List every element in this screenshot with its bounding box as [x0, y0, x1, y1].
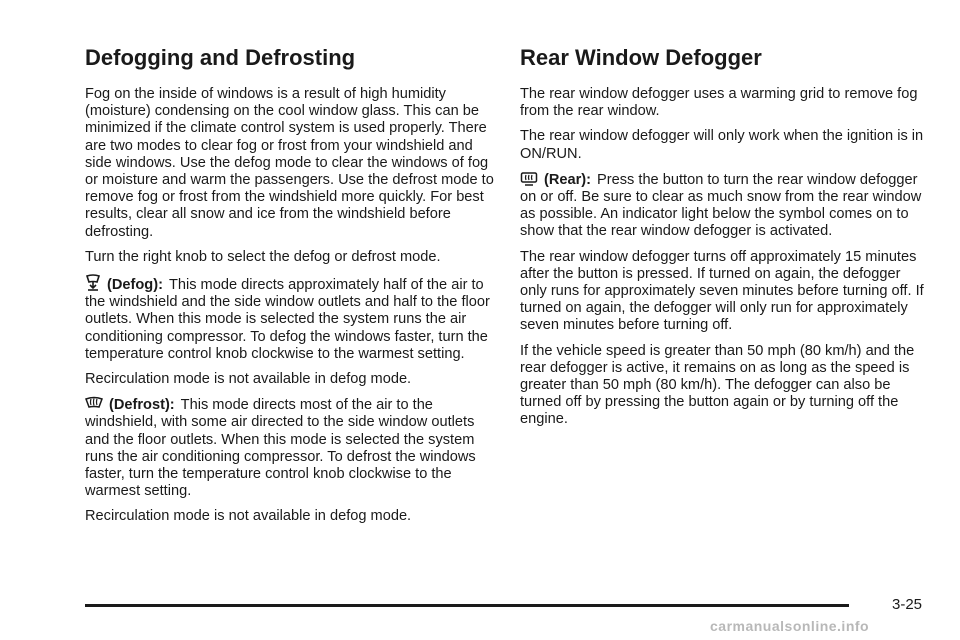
rear-text: Press the button to turn the rear window defogger on or off. Be sure to clear as much snow from the rear window as possible. An indicator light below the symbol comes on to show that the rear window defogger is activated. — [520, 171, 922, 240]
rear-paragraph — [520, 171, 930, 241]
footer-rule — [85, 604, 849, 607]
rear-speed-paragraph: If the vehicle speed is greater than 50 mph (80 km/h) and the rear defogger is active, it remains on as long as the speed is greater than 50 mph (80 km/h). The defogger can also be turned off by pressing the button again or by turning off the engine. — [520, 342, 915, 428]
defrost-text: This mode directs most of the air to the windshield, with some air directed to the side window outlets and the floor outlets. When this mode is selected the system runs the air conditioning compressor. To defrost the windows faster, turn the temperature control knob clockwise to the warmest setting. — [85, 397, 476, 500]
defog-text: This mode directs approximately half of the air to the windshield and the side window outlets and half to the floor outlets. When this mode is selected the system runs the air conditioning compressor. To defog the windows faster, turn the temperature control knob clockwise to the warmest setting. — [85, 277, 490, 362]
page-number: 3-25 — [892, 596, 923, 613]
defrost-icon — [85, 396, 103, 412]
section-heading-rear-defogger: Rear Window Defogger — [520, 45, 762, 70]
section-heading-defogging: Defogging and Defrosting — [85, 45, 356, 70]
recirculation-note-1: Recirculation mode is not available in defog mode. — [85, 371, 412, 388]
rear-timer-paragraph: The rear window defogger turns off approximately 15 minutes after the button is pressed. If turned on again, the defogger only runs for approximately seven minutes before turning off. If turned on again, the defogger will only run for approximately seven minutes before turning off. — [520, 248, 924, 334]
defog-label: (Defog): — [107, 277, 163, 294]
right-column — [520, 44, 930, 437]
intro-paragraph: Fog on the inside of windows is a result of high humidity (moisture) condensing on the cool window glass. This can be minimized if the climate control system is used properly. There are two modes to clear fog or frost from your windshield and side windows. Use the defog mode to clear the windows of fog or moisture and warm the passengers. Use the defrost mode to remove fog or frost from the windshield more quickly. For best results, clear all snow and ice from the windshield before defrosting. — [85, 86, 494, 240]
rear-intro: The rear window defogger uses a warming grid to remove fog from the rear window. — [520, 86, 918, 120]
defrost-paragraph — [85, 396, 495, 500]
defrost-label: (Defrost): — [109, 397, 175, 414]
knob-instruction: Turn the right knob to select the defog or defrost mode. — [85, 248, 441, 265]
rear-label: (Rear): — [544, 171, 592, 188]
recirculation-note-2: Recirculation mode is not available in defog mode. — [85, 508, 412, 525]
defog-paragraph — [85, 274, 495, 363]
watermark: carmanualsonline.info — [710, 618, 870, 634]
defog-icon — [85, 274, 101, 292]
left-column — [85, 44, 495, 534]
rear-defogger-icon — [520, 171, 538, 187]
rear-ignition-note: The rear window defogger will only work when the ignition is in ON/RUN. — [520, 128, 924, 162]
